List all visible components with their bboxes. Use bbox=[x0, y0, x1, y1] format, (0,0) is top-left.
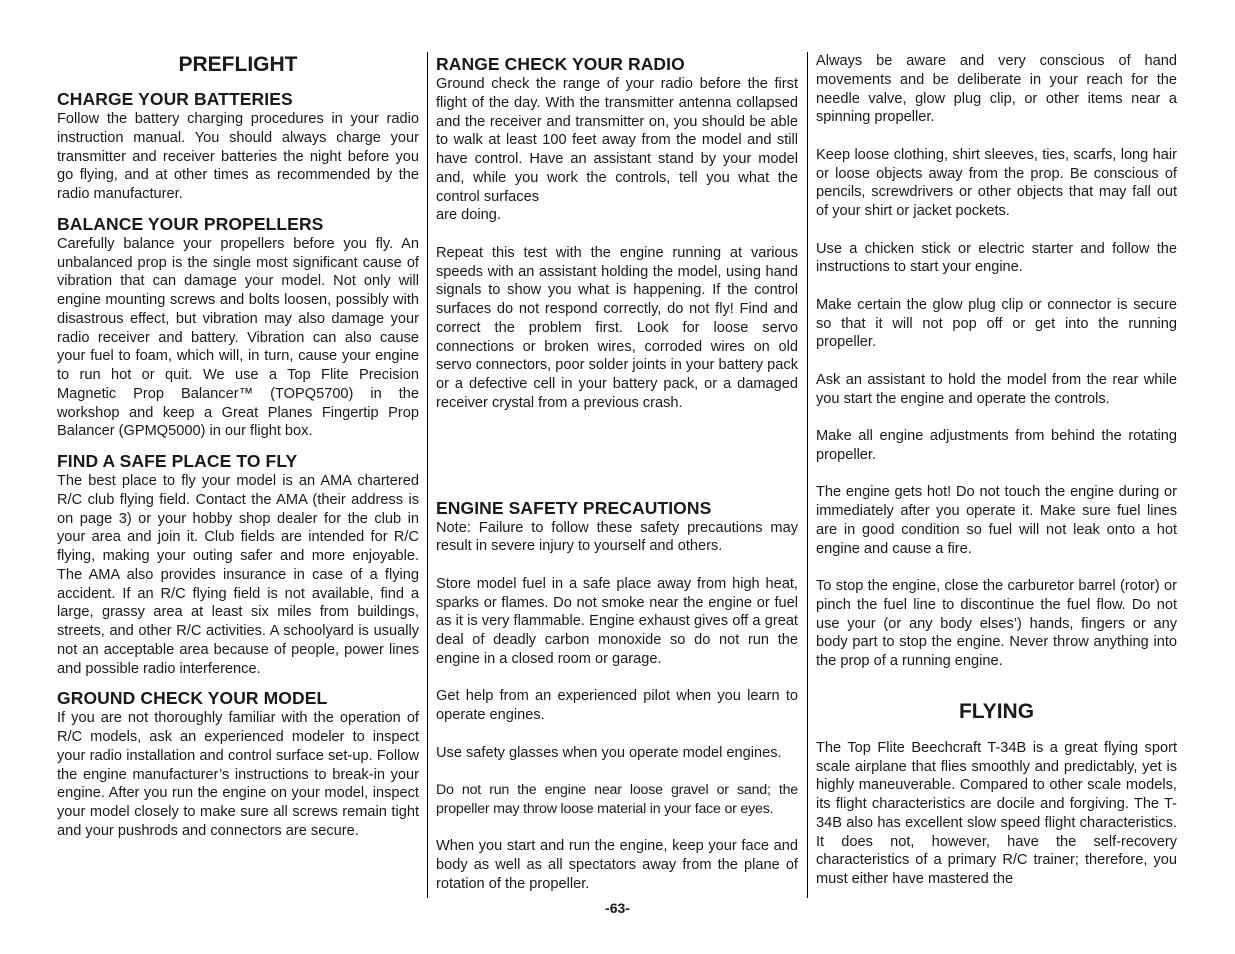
paragraph-flying: The Top Flite Beechcraft T-34B is a great flying sport scale airplane that flies smoothly and predictably, yet is highly maneuverable. Compared to other scale models, its flight characteristics are docile and forgiving. The T-34B also has excellent slow speed flight characteristics. It does not, however, have the self-recovery characteristics of a primary R/C trainer; therefore, you must either have mastered the bbox=[816, 739, 1177, 887]
paragraph-charge-batteries: Follow the battery charging procedures in your radio instruction manual. You should always charge your transmitter and receiver batteries the night before you go flying, and at other times as recommended by the radio manufacturer. bbox=[57, 111, 419, 202]
column-divider bbox=[807, 52, 808, 898]
paragraph-safety-1: Store model fuel in a safe place away from high heat, sparks or flames. Do not smoke near the engine or fuel as it is very flammable. Engine exhaust gives off a great deal of deadly carbon monoxide so do not run the engine in a closed room or garage. bbox=[436, 575, 798, 667]
paragraph-safe-place: The best place to fly your model is an AMA chartered R/C club flying field. Contact the AMA (their address is on page 3) or your hobby shop dealer for the club in your area and join it. Club fields are intended for R/C flying, making your outing safer and more enjoyable. The AMA also provides insurance in case of a flying accident. If an R/C flying field is not available, find a large, grassy area at least six miles from buildings, streets, and other R/C activities. A schoolyard is usually not an acceptable area because of people, power lines and possible radio interference. bbox=[57, 473, 419, 677]
paragraph-ground-check: If you are not thoroughly familiar with the operation of R/C models, ask an experienced modeler to inspect your radio installation and control surface set-up. Follow the engine manufacturer’s instructions to break-in your engine. After you run the engine on your model, inspect your model closely to make sure all screws remain tight and your pushrods and connectors are secure. bbox=[57, 710, 419, 839]
column-1 bbox=[57, 52, 419, 841]
paragraph-safety-note: Note: Failure to follow these safety precautions may result in severe injury to yourself and others. bbox=[436, 519, 798, 555]
heading-safe-place: FIND A SAFE PLACE TO FLY bbox=[57, 451, 298, 471]
heading-range-check: RANGE CHECK YOUR RADIO bbox=[436, 54, 685, 74]
paragraph-hand-movements: Always be aware and very conscious of hand movements and be deliberate in your reach for the needle valve, glow plug clip, or other items near a spinning propeller. bbox=[816, 53, 1177, 126]
column-2 bbox=[436, 52, 798, 894]
paragraph-chicken-stick: Use a chicken stick or electric starter and follow the instructions to start your engine. bbox=[816, 240, 1177, 276]
paragraph-stop-engine: To stop the engine, close the carburetor barrel (rotor) or pinch the fuel line to discontinue the fuel flow. Do not use your (or any body elses’) hands, fingers or any body part to stop the engine. Never throw anything into the prop of a running engine. bbox=[816, 578, 1177, 669]
column-divider bbox=[427, 52, 428, 898]
column-3 bbox=[816, 52, 1177, 889]
paragraph-engine-hot: The engine gets hot! Do not touch the engine during or immediately after you operate it. Make sure fuel lines are in good condition so fuel will not leak onto a hot engine and cause a fire. bbox=[816, 484, 1177, 557]
paragraph-safety-5: When you start and run the engine, keep your face and body as well as all spectators away from the plane of rotation of the propeller. bbox=[436, 838, 798, 892]
heading-ground-check: GROUND CHECK YOUR MODEL bbox=[57, 688, 328, 709]
paragraph-balance-propellers: Carefully balance your propellers before you fly. An unbalanced prop is the single most significant cause of vibration that can damage your model. Not only will engine mounting screws and bolts loosen, possibly with disastrous effect, but vibration may also damage your radio receiver and battery. Vibration can also cause your fuel to foam, which will, in turn, cause your engine to run hot or quit. We use a Top Flite Precision Magnetic Prop Balancer™ (TOPQ5700) in the workshop and keep a Great Planes Fingertip Prop Balancer (GPMQ5000) in our flight box. bbox=[57, 235, 419, 440]
paragraph-range-check-1: Ground check the range of your radio before the first flight of the day. With the transmitter antenna collapsed and the receiver and transmitter on, you should be able to walk at least 100 feet away from the model and still have control. Have an assistant stand by your model and, while you work the controls, tell you what the control surfaces bbox=[436, 76, 798, 205]
paragraph-safety-4: Do not run the engine near loose gravel or sand; the propeller may throw loose material in your face or eyes. bbox=[436, 782, 798, 817]
page-number: -63- bbox=[605, 900, 630, 916]
section-title-preflight: PREFLIGHT bbox=[178, 53, 298, 76]
paragraph-safety-2: Get help from an experienced pilot when you learn to operate engines. bbox=[436, 688, 798, 723]
paragraph-safety-3: Use safety glasses when you operate model engines. bbox=[436, 744, 782, 761]
paragraph-adjustments: Make all engine adjustments from behind the rotating propeller. bbox=[816, 428, 1177, 463]
heading-charge-batteries: CHARGE YOUR BATTERIES bbox=[57, 89, 293, 109]
paragraph-loose-clothing: Keep loose clothing, shirt sleeves, ties, scarfs, long hair or loose objects away from the prop. Be conscious of pencils, screwdrivers or other objects that may fall out of your shirt or jacket pockets. bbox=[816, 146, 1177, 219]
heading-engine-safety: ENGINE SAFETY PRECAUTIONS bbox=[436, 497, 712, 518]
paragraph-range-check-1b: are doing. bbox=[436, 207, 501, 224]
paragraph-range-check-2: Repeat this test with the engine running at various speeds with an assistant holding the model, using hand signals to show you what is happening. If the control surfaces do not respond correctly, do not fly! Find and correct the problem first. Look for loose servo connections or broken wires, corroded wires on old servo connectors, poor solder joints in your battery pack or a defective cell in your battery pack, or a damaged receiver crystal from a previous crash. bbox=[436, 244, 798, 411]
section-title-flying: FLYING bbox=[958, 699, 1035, 723]
paragraph-assistant: Ask an assistant to hold the model from the rear while you start the engine and operate the controls. bbox=[816, 371, 1177, 407]
heading-balance-propellers: BALANCE YOUR PROPELLERS bbox=[57, 213, 324, 234]
paragraph-glow-plug: Make certain the glow plug clip or connector is secure so that it will not pop off or get into the running propeller. bbox=[816, 296, 1177, 351]
